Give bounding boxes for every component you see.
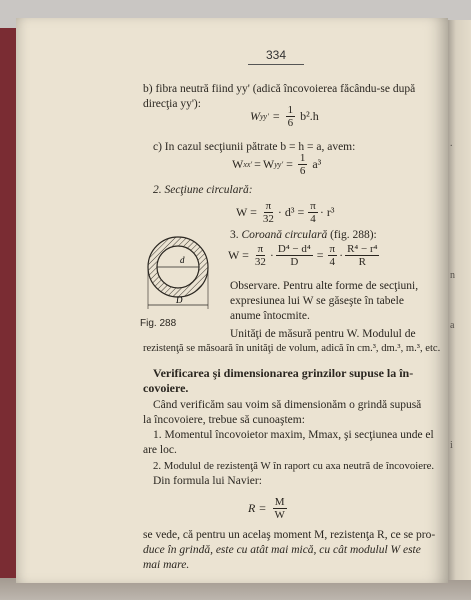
b-case-formula (250, 104, 319, 129)
crown-f1-den: 32 (254, 256, 266, 268)
closing-line-3: mai mare. (143, 559, 190, 571)
circ-mid: · d³ = (277, 205, 305, 219)
c-case-label: c) In cazul secţiunii pătrate b = h = a, avem: (153, 141, 356, 153)
crown-dot-2: · (339, 248, 344, 262)
crown-f4-den: R (358, 256, 366, 268)
c-fraction (298, 152, 308, 177)
crown-label-ref: (fig. 288): (330, 229, 377, 241)
circ-frac-2 (308, 200, 318, 225)
navier-lhs: R = (248, 501, 267, 515)
observation-line-2: expresiunea lui W se găseşte în tabele (230, 295, 404, 307)
crown-frac-2 (276, 243, 313, 268)
crown-formula (228, 243, 381, 268)
page-number: 334 (265, 48, 287, 62)
crown-frac-4 (345, 243, 379, 268)
c-rhs: a³ (312, 157, 322, 171)
next-page-edge: . n a i (446, 20, 471, 580)
c-case-formula (232, 152, 321, 177)
b-case-label: b) fibra neutră fiind yy' (adică încovoierea făcându-se după (143, 83, 416, 95)
figure-caption: Fig. 288 (140, 318, 177, 329)
page-number-rule (248, 64, 304, 65)
section-heading-line-2: covoiere. (143, 381, 189, 395)
circ-rhs: · r³ (319, 205, 335, 219)
body-line-6: Din formula lui Navier: (153, 475, 262, 487)
circ-lhs: W = (236, 205, 257, 219)
outer-d-label: D (176, 295, 183, 305)
circ-frac-1 (261, 200, 276, 225)
c-lhs1: W (232, 157, 244, 171)
crown-f2-num: D⁴ − d⁴ (277, 243, 311, 255)
crown-label-num: 3. (230, 229, 239, 241)
crown-dot-1: · (269, 248, 274, 262)
section-heading-line-1: Verificarea şi dimensionarea grinzilor supuse la în- (153, 366, 414, 380)
body-line-2: la încovoiere, trebue să cunoaştem: (143, 414, 305, 426)
closing-line-2: duce în grindă, este cu atât mai mică, cu cât modulul W este (143, 544, 421, 556)
circular-formula (236, 200, 334, 225)
c-frac-num: 1 (299, 152, 306, 164)
crown-eq2: = (316, 248, 324, 262)
b-frac-den: 6 (287, 117, 294, 129)
body-line-1: Când verificăm sau voim să dimensionăm o grindă supusă (153, 399, 422, 411)
c-equals-2: = (286, 157, 293, 171)
body-line-5: 2. Modulul de rezistenţă W în raport cu axa neutră de încovoiere. (153, 460, 435, 472)
b-equals: = (272, 109, 280, 123)
observation-line-3: anume întocmite. (230, 310, 310, 322)
crown-f1-num: π (257, 243, 264, 255)
b-fraction (286, 104, 296, 129)
crown-f3-num: π (329, 243, 336, 255)
crown-frac-1 (253, 243, 268, 268)
closing-line-1: se vede, că pentru un acelaş moment M, rezistenţa R, ce se pro- (143, 529, 436, 541)
crown-f2-den: D (290, 256, 299, 268)
b-lhs: W (250, 109, 260, 123)
circ-frac1-num: π (265, 200, 272, 212)
c-lhs2-sub: yy' (274, 160, 284, 169)
navier-den: W (274, 509, 285, 521)
circ-frac2-num: π (310, 200, 316, 212)
body-line-4: are loc. (143, 444, 177, 456)
c-lhs1-sub: xx' (243, 160, 253, 169)
b-rhs: b².h (300, 109, 319, 123)
c-equals-1: = (254, 157, 261, 171)
units-line-1: Unităţi de măsură pentru W. Modulul de (230, 328, 416, 340)
crown-lhs: W = (228, 248, 249, 262)
c-lhs2: W (262, 157, 275, 171)
units-line-2: rezistenţă se măsoară în unităţi de volum, adică în cm.³, dm.³, m.³, etc. (143, 343, 441, 354)
body-line-3: 1. Momentul încovoietor maxim, Mmax, şi secţiunea unde el (153, 429, 434, 441)
circ-frac2-den: 4 (310, 213, 316, 225)
navier-fraction (272, 496, 286, 521)
crown-f3-den: 4 (329, 256, 336, 268)
b-lhs-sub: yy' (260, 112, 269, 121)
b-frac-num: 1 (287, 104, 294, 116)
b-case-label-2: direcţia yy'): (143, 98, 201, 110)
crown-label (230, 228, 377, 242)
navier-formula (248, 496, 289, 521)
crown-f4-num: R⁴ − r⁴ (347, 243, 378, 255)
fig-288-ring-diagram (140, 233, 220, 315)
crown-label-name: Coroană circulară (241, 229, 328, 241)
observation-line-1: Observare. Pentru alte forme de secţiuni, (230, 280, 419, 292)
inner-d-label: d (180, 255, 185, 265)
c-frac-den: 6 (299, 165, 306, 177)
circ-frac1-den: 32 (262, 213, 274, 225)
circular-label: 2. Secţiune circulară: (153, 184, 253, 196)
crown-frac-3 (328, 243, 338, 268)
navier-num: M (274, 496, 285, 508)
